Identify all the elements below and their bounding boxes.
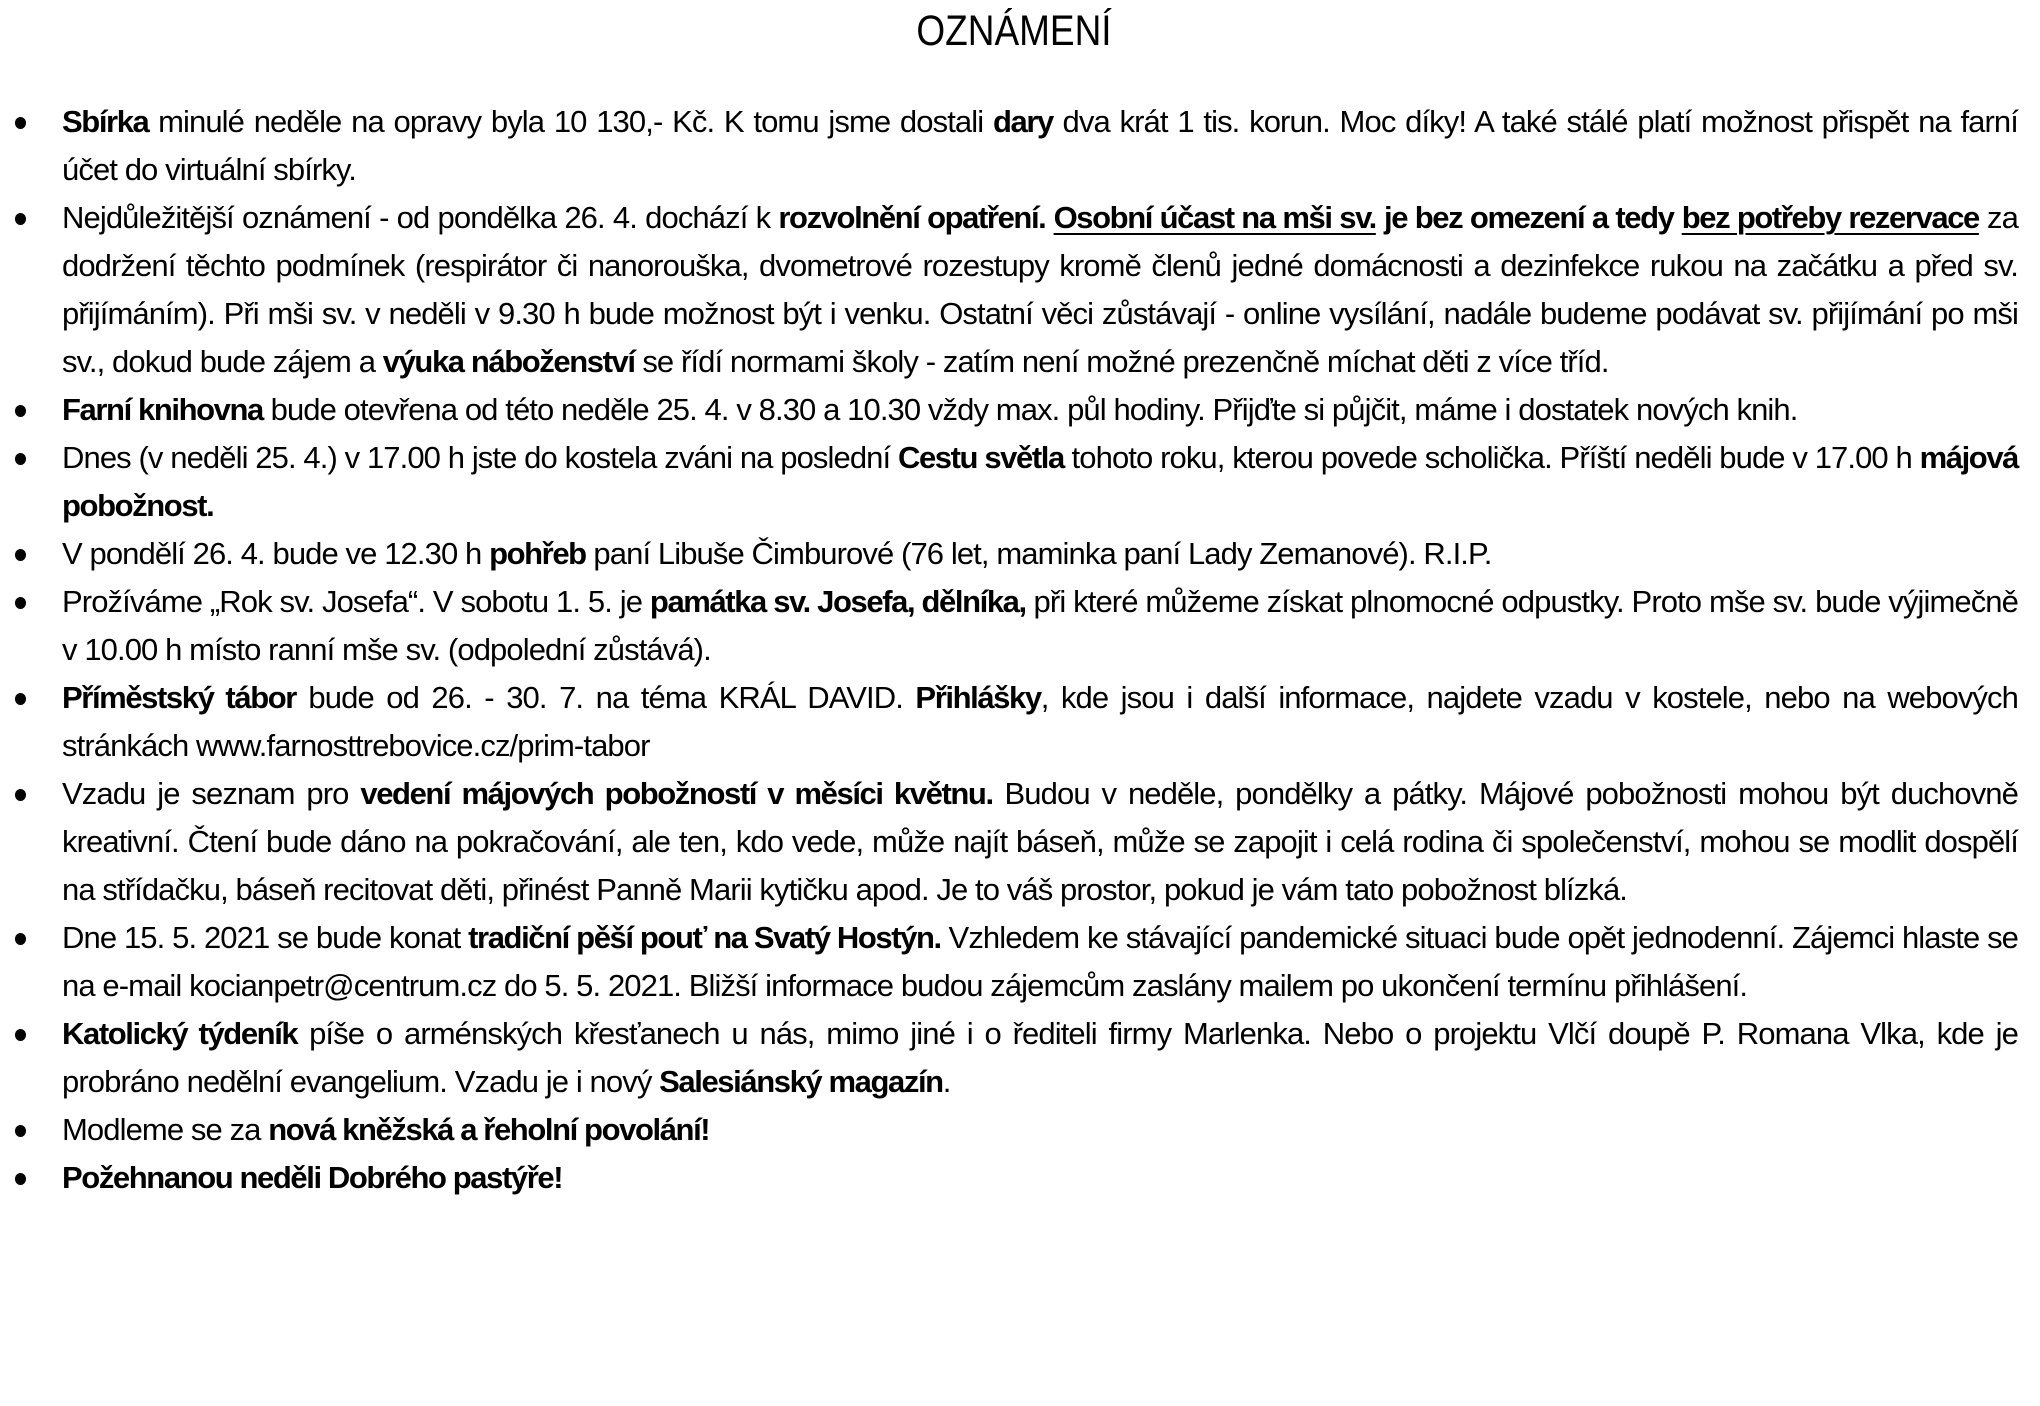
announcement-text: Vzadu je seznam pro [62, 776, 361, 811]
announcement-text: paní Libuše Čimburové (76 let, maminka paní Lady Zemanové). R.I.P. [585, 536, 1492, 571]
emphasized-text: Farní knihovna [62, 392, 263, 427]
bullet-icon [15, 933, 26, 945]
emphasized-text: Požehnanou neděli Dobrého pastýře! [62, 1160, 563, 1195]
emphasized-text: nová kněžská a řeholní povolání! [268, 1112, 710, 1147]
announcement-item [0, 530, 2028, 578]
bullet-icon [15, 1029, 26, 1041]
bullet-icon [15, 789, 26, 801]
announcement-item [0, 674, 2028, 770]
announcement-item [0, 1154, 2028, 1202]
emphasized-text: dary [992, 104, 1053, 139]
announcement-text: Dne 15. 5. 2021 se bude konat [62, 920, 469, 955]
announcement-text: Nejdůležitější oznámení - od pondělka 26. 4. dochází k [62, 200, 779, 235]
announcement-text: bude od 26. - 30. 7. na téma KRÁL DAVID. [295, 680, 916, 715]
announcement-text: píše o arménských křesťanech u nás, mimo jiné i o řediteli firmy Marlenka. Nebo o projektu Vlčí doupě P. Romana Vlka, kde je probráno nedělní evangelium. Vzadu je i nový [62, 1016, 2018, 1099]
announcement-item [0, 578, 2028, 674]
announcement-list [0, 98, 2028, 1202]
announcement-item [0, 1010, 2028, 1106]
announcement-text [1674, 200, 1682, 235]
emphasized-text: rozvolnění opatření. [778, 200, 1046, 235]
bullet-icon [15, 213, 26, 225]
announcement-text [1045, 200, 1053, 235]
announcement-text: dva krát 1 tis. korun. Moc díky! A také stálé platí možnost přispět na farní účet do virtuální sbírky. [62, 104, 2018, 187]
announcement-text: Prožíváme „Rok sv. Josefa“. V sobotu 1. 5. je [62, 584, 650, 619]
emphasized-text: Příměstský tábor [62, 680, 296, 715]
announcement-text: Vzhledem ke stávající pandemické situaci bude opět jednodenní. Zájemci hlaste se na e-mail kocianpetr@centrum.cz do 5. 5. 2021. Bližší informace budou zájemcům zaslány mailem po ukončení termínu přihlášení. [62, 920, 2019, 1003]
announcement-text: tohoto roku, kterou povede scholička. Příští neděli bude v 17.00 h [1063, 440, 1920, 475]
announcement-text: . [942, 1064, 951, 1099]
announcement-text: za dodržení těchto podmínek (respirátor či nanorouška, dvometrové rozestupy kromě členů jedné domácnosti a dezinfekce rukou na začátku a před sv. přijímáním). Při mši sv. v neděli v 9.30 h bude možnost být i venku. Ostatní věci zůstávají - online vysílání, nadále budeme podávat sv. přijímání po mši sv., dokud bude zájem a [62, 200, 2018, 379]
announcement-text: V pondělí 26. 4. bude ve 12.30 h [62, 536, 490, 571]
page-title: OZNÁMENÍ [916, 7, 1112, 55]
emphasized-text: Sbírka [62, 104, 149, 139]
emphasized-text: památka sv. Josefa, dělníka, [649, 584, 1026, 619]
bullet-icon [15, 1173, 26, 1185]
announcement-item [0, 770, 2028, 914]
bullet-icon [15, 405, 26, 417]
announcement-text: při které můžeme získat plnomocné odpustky. Proto mše sv. bude výjimečně v 10.00 h místo ranní mše sv. (odpolední zůstává). [62, 584, 2018, 667]
emphasized-text: vedení májových pobožností v měsíci květnu. [360, 776, 993, 811]
announcement-text: , kde jsou i další informace, najdete vzadu v kostele, nebo na webových stránkách www.farnosttrebovice.cz/prim-tabor [62, 680, 2018, 763]
announcement-item [0, 434, 2028, 530]
emphasized-text: je bez omezení a tedy [1384, 200, 1674, 235]
bullet-icon [15, 117, 26, 129]
bullet-icon [15, 453, 26, 465]
emphasized-text: Přihlášky [915, 680, 1041, 715]
bullet-icon [15, 693, 26, 705]
announcement-item [0, 914, 2028, 1010]
announcement-item [0, 1106, 2028, 1154]
announcement-text: minulé neděle na opravy byla 10 130,- Kč. K tomu jsme dostali [148, 104, 993, 139]
bullet-icon [15, 1125, 26, 1137]
announcement-item [0, 386, 2028, 434]
announcement-text: Modleme se za [62, 1112, 269, 1147]
announcement-item [0, 194, 2028, 386]
announcement-text [1376, 200, 1384, 235]
emphasized-text: Salesiánský magazín [659, 1064, 943, 1099]
bullet-icon [15, 597, 26, 609]
emphasized-text: výuka náboženství [382, 344, 635, 379]
emphasized-text: májová pobožnost. [62, 440, 2018, 523]
announcement-text: bude otevřena od této neděle 25. 4. v 8.30 a 10.30 vždy max. půl hodiny. Přijďte si půjčit, máme i dostatek nových knih. [262, 392, 1798, 427]
emphasized-text: Osobní účast na mši sv. [1053, 200, 1376, 235]
emphasized-text: Cestu světla [897, 440, 1064, 475]
emphasized-text: Katolický týdeník [62, 1016, 298, 1051]
emphasized-text: bez potřeby rezervace [1681, 200, 1979, 235]
announcement-text: Dnes (v neděli 25. 4.) v 17.00 h jste do kostela zváni na poslední [62, 440, 898, 475]
bullet-icon [15, 549, 26, 561]
announcement-item [0, 98, 2028, 194]
emphasized-text: pohřeb [489, 536, 586, 571]
emphasized-text: tradiční pěší pouť na Svatý Hostýn. [468, 920, 941, 955]
announcement-text: Budou v neděle, pondělky a pátky. Májové pobožnosti mohou být duchovně kreativní. Čtení bude dáno na pokračování, ale ten, kdo vede, může najít báseň, může se zapojit i celá rodina či společenství, mohou se modlit dospělí na střídačku, báseň recitovat děti, přinést Panně Marii kytičku apod. Je to váš prostor, pokud je vám tato pobožnost blízká. [62, 776, 2018, 907]
announcement-text: se řídí normami školy - zatím není možné prezenčně míchat děti z více tříd. [634, 344, 1609, 379]
